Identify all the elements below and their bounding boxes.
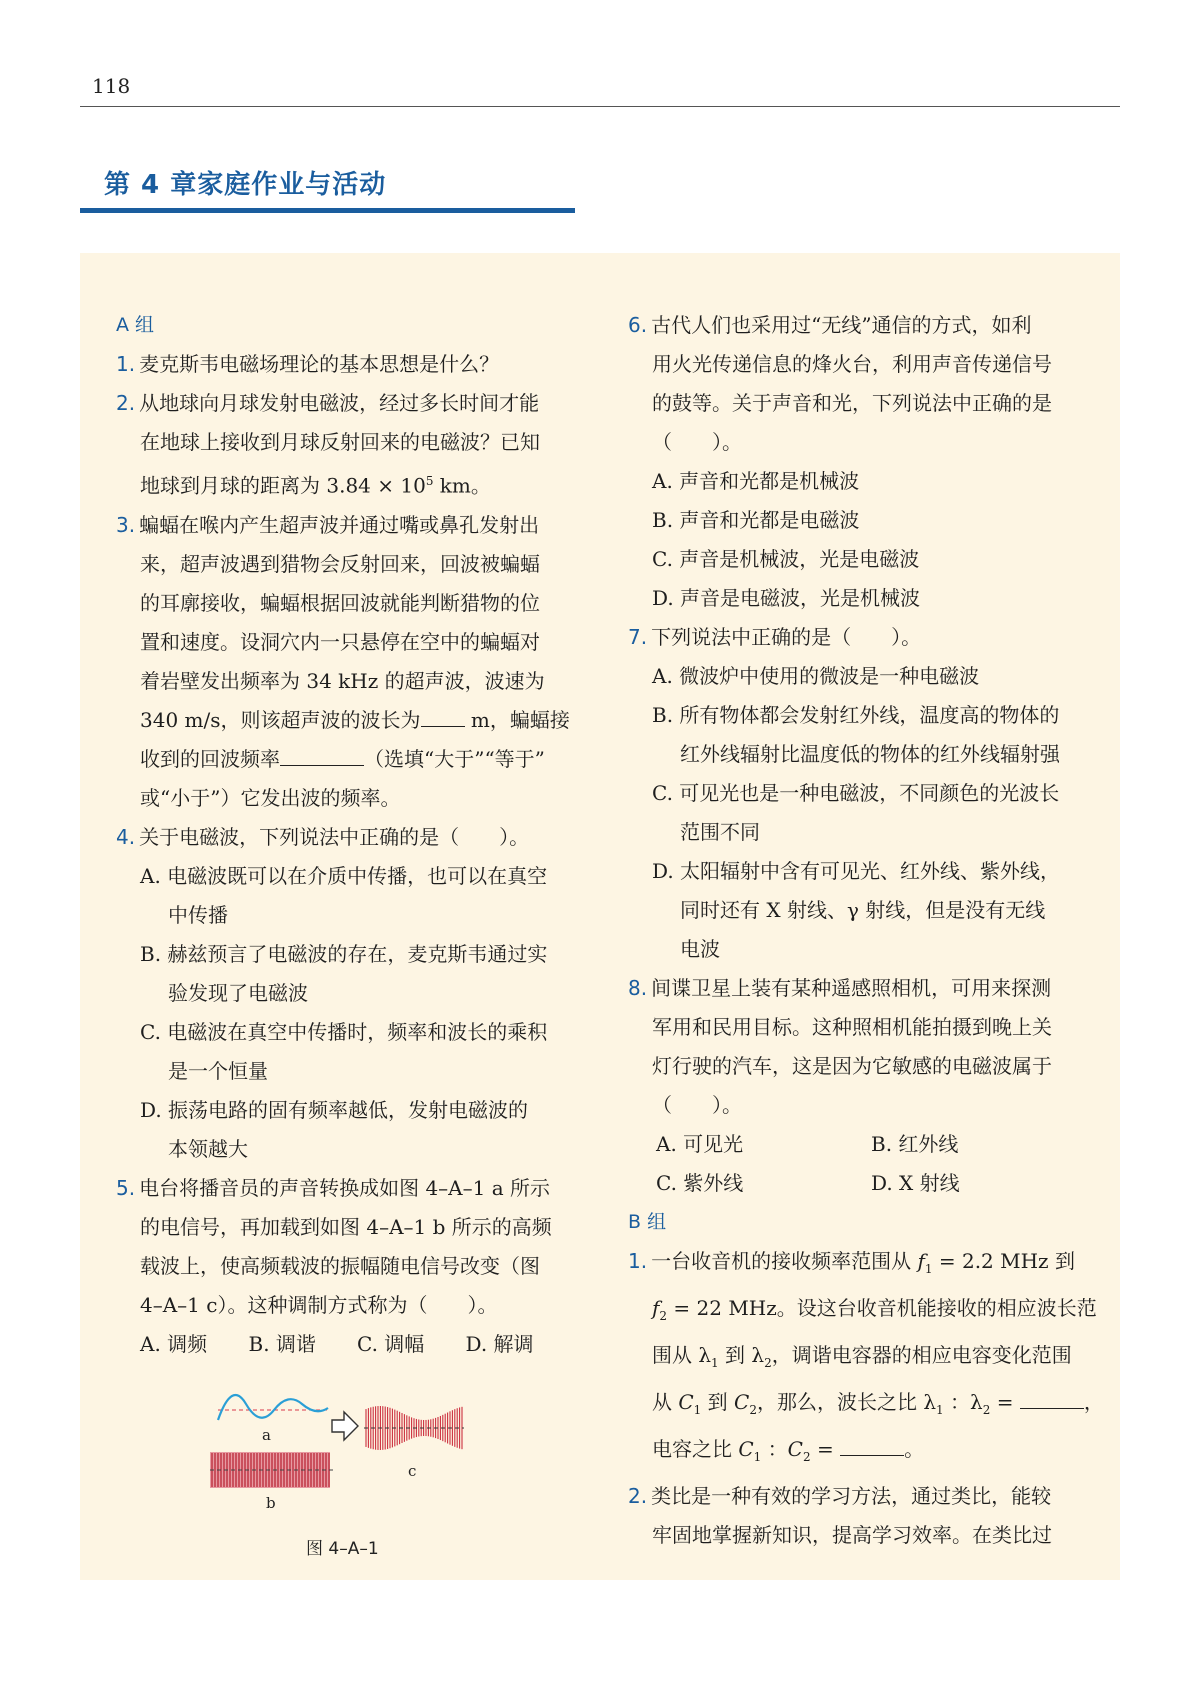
option-c-cont: 是一个恒量 bbox=[168, 1058, 268, 1083]
answer-blank[interactable] bbox=[280, 743, 364, 766]
label-c: c bbox=[408, 1462, 417, 1480]
option-b: B. 调谐 bbox=[248, 1331, 316, 1356]
question-a2 bbox=[116, 384, 574, 506]
question-text: 一台收音机的接收频率范围从 $f_1 = 2.2$ MHz 到 bbox=[651, 1249, 1075, 1276]
question-text: 用火光传递信息的烽火台，利用声音传递信号 bbox=[652, 352, 1052, 376]
option-d: D. 太阳辐射中含有可见光、红外线、紫外线， bbox=[652, 859, 1061, 883]
label-a: a bbox=[262, 1426, 271, 1444]
option-c-cont: 范围不同 bbox=[680, 820, 760, 844]
question-text: 围从 $\lambda_1$ 到 $\lambda_2$，调谐电容器的相应电容变化范围 bbox=[652, 1343, 1072, 1370]
question-text: 古代人们也采用过“无线”通信的方式，如利 bbox=[651, 313, 1032, 337]
option-d: D. 解调 bbox=[465, 1331, 534, 1356]
figure-caption: 图 4–A–1 bbox=[306, 1539, 379, 1559]
option-c: C. 调幅 bbox=[357, 1331, 425, 1356]
question-text: 载波上，使高频载波的振幅随电信号改变（图 bbox=[140, 1253, 540, 1278]
question-b2 bbox=[628, 1477, 1086, 1555]
option-b-cont: 验发现了电磁波 bbox=[168, 980, 308, 1005]
question-text: $f_2 = 22$ MHz。设这台收音机能接收的相应波长范 bbox=[652, 1296, 1097, 1323]
question-number: 5. bbox=[116, 1175, 136, 1200]
option-a: A. 微波炉中使用的微波是一种电磁波 bbox=[652, 664, 980, 688]
option-b: B. 赫兹预言了电磁波的存在，麦克斯韦通过实 bbox=[140, 941, 548, 966]
question-text: 收到的回波频率 （选填“大于”“等于” bbox=[116, 740, 574, 779]
option-c: C. 可见光也是一种电磁波，不同颜色的光波长 bbox=[652, 781, 1060, 805]
question-text: 电容之比 $C_1$ ：$C_2$ = 。 bbox=[628, 1430, 1086, 1477]
question-text: 的鼓等。关于声音和光，下列说法中正确的是 bbox=[652, 391, 1052, 415]
question-number: 2. bbox=[116, 391, 136, 415]
question-text: 地球到月球的距离为 $3.84 \times 10^5$ km。 bbox=[140, 473, 491, 498]
answer-blank[interactable] bbox=[1020, 1386, 1084, 1409]
option-a: A. 可见光 bbox=[656, 1132, 744, 1156]
question-text: 4–A–1 c）。这种调制方式称为（ ）。 bbox=[140, 1292, 498, 1317]
group-a-heading: A 组 bbox=[116, 314, 155, 336]
option-c: C. 电磁波在真空中传播时，频率和波长的乘积 bbox=[140, 1019, 548, 1044]
header-rule bbox=[80, 106, 1120, 107]
chapter-title-underline bbox=[80, 208, 575, 213]
question-text: 着岩壁发出频率为 34 kHz 的超声波，波速为 bbox=[140, 668, 545, 693]
option-c: C. 紫外线 bbox=[656, 1171, 744, 1195]
question-text: （ ）。 bbox=[652, 1093, 742, 1117]
option-b: B. 红外线 bbox=[871, 1132, 959, 1156]
question-text: 间谍卫星上装有某种遥感照相机，可用来探测 bbox=[651, 976, 1052, 1000]
question-a6 bbox=[628, 306, 1086, 618]
question-number: 1. bbox=[116, 352, 136, 376]
question-number: 7. bbox=[628, 625, 648, 649]
option-b: B. 所有物体都会发射红外线，温度高的物体的 bbox=[652, 703, 1060, 727]
option-a: A. 调频 bbox=[140, 1331, 208, 1356]
option-b-cont: 红外线辐射比温度低的物体的红外线辐射强 bbox=[680, 742, 1060, 766]
group-b-heading: B 组 bbox=[628, 1211, 667, 1233]
question-text: 从地球向月球发射电磁波，经过多长时间才能 bbox=[139, 391, 540, 415]
option-a-cont: 中传播 bbox=[168, 902, 228, 927]
question-text: 的电信号，再加载到如图 4–A–1 b 所示的高频 bbox=[140, 1214, 552, 1239]
option-d-cont: 同时还有 X 射线、γ 射线，但是没有无线 bbox=[680, 898, 1046, 922]
options-row bbox=[628, 1164, 1086, 1203]
option-d-cont: 电波 bbox=[680, 937, 720, 961]
question-text: 灯行驶的汽车，这是因为它敏感的电磁波属于 bbox=[652, 1054, 1052, 1078]
question-number: 6. bbox=[628, 313, 648, 337]
option-b: B. 声音和光都是电磁波 bbox=[652, 508, 860, 532]
options-row bbox=[628, 1125, 1086, 1164]
question-number: 3. bbox=[116, 512, 136, 537]
question-text: 类比是一种有效的学习方法，通过类比，能较 bbox=[651, 1484, 1052, 1508]
question-text: 麦克斯韦电磁场理论的基本思想是什么？ bbox=[139, 352, 500, 376]
arrow-icon bbox=[332, 1412, 358, 1440]
option-d: D. 声音是电磁波，光是机械波 bbox=[652, 586, 921, 610]
question-text: 关于电磁波，下列说法中正确的是（ ）。 bbox=[139, 824, 530, 849]
page-number: 118 bbox=[92, 74, 131, 98]
question-number: 8. bbox=[628, 976, 648, 1000]
option-d-cont: 本领越大 bbox=[168, 1136, 248, 1161]
chapter-title: 第 4 章家庭作业与活动 bbox=[104, 170, 387, 200]
question-a5 bbox=[116, 1169, 574, 1364]
label-b: b bbox=[266, 1494, 276, 1512]
question-number: 2. bbox=[628, 1484, 648, 1508]
answer-blank[interactable] bbox=[840, 1433, 904, 1456]
question-a3 bbox=[116, 506, 574, 818]
question-text: 军用和民用目标。这种照相机能拍摄到晚上关 bbox=[652, 1015, 1052, 1039]
question-a1 bbox=[116, 345, 574, 384]
options-row bbox=[116, 1325, 574, 1364]
option-a: A. 声音和光都是机械波 bbox=[652, 469, 860, 493]
question-text: （ ）。 bbox=[652, 430, 742, 454]
figure-modulation bbox=[210, 1380, 490, 1528]
question-text: 蝙蝠在喉内产生超声波并通过嘴或鼻孔发射出 bbox=[139, 512, 540, 537]
question-text: 下列说法中正确的是（ ）。 bbox=[651, 625, 922, 649]
question-text: 340 m/s，则该超声波的波长为 m，蝙蝠接 bbox=[116, 701, 574, 740]
signal-wave bbox=[218, 1395, 328, 1420]
left-column bbox=[116, 306, 574, 1364]
question-text: 电台将播音员的声音转换成如图 4–A–1 a 所示 bbox=[139, 1175, 550, 1200]
question-text: 在地球上接收到月球反射回来的电磁波？已知 bbox=[140, 430, 540, 454]
question-text: 的耳廓接收，蝙蝠根据回波就能判断猎物的位 bbox=[140, 590, 540, 615]
question-text: 来，超声波遇到猎物会反射回来，回波被蝙蝠 bbox=[140, 551, 540, 576]
question-a7 bbox=[628, 618, 1086, 969]
question-text: 或“小于”）它发出波的频率。 bbox=[140, 785, 401, 810]
question-text: 置和速度。设洞穴内一只悬停在空中的蝙蝠对 bbox=[140, 629, 540, 654]
question-a8 bbox=[628, 969, 1086, 1203]
question-number: 4. bbox=[116, 824, 136, 849]
question-number: 1. bbox=[628, 1249, 648, 1273]
question-b1 bbox=[628, 1242, 1104, 1477]
right-column bbox=[628, 306, 1104, 1555]
question-a4 bbox=[116, 818, 574, 1169]
answer-blank[interactable] bbox=[421, 704, 465, 727]
question-text: 从 $C_1$ 到 $C_2$，那么，波长之比 $\lambda_1$ ：$\lambda_2$ = ， bbox=[628, 1383, 1086, 1430]
option-c: C. 声音是机械波，光是电磁波 bbox=[652, 547, 920, 571]
option-d: D. X 射线 bbox=[871, 1171, 960, 1195]
option-a: A. 电磁波既可以在介质中传播，也可以在真空 bbox=[140, 863, 548, 888]
option-d: D. 振荡电路的固有频率越低，发射电磁波的 bbox=[140, 1097, 529, 1122]
question-text: 牢固地掌握新知识，提高学习效率。在类比过 bbox=[652, 1523, 1052, 1547]
